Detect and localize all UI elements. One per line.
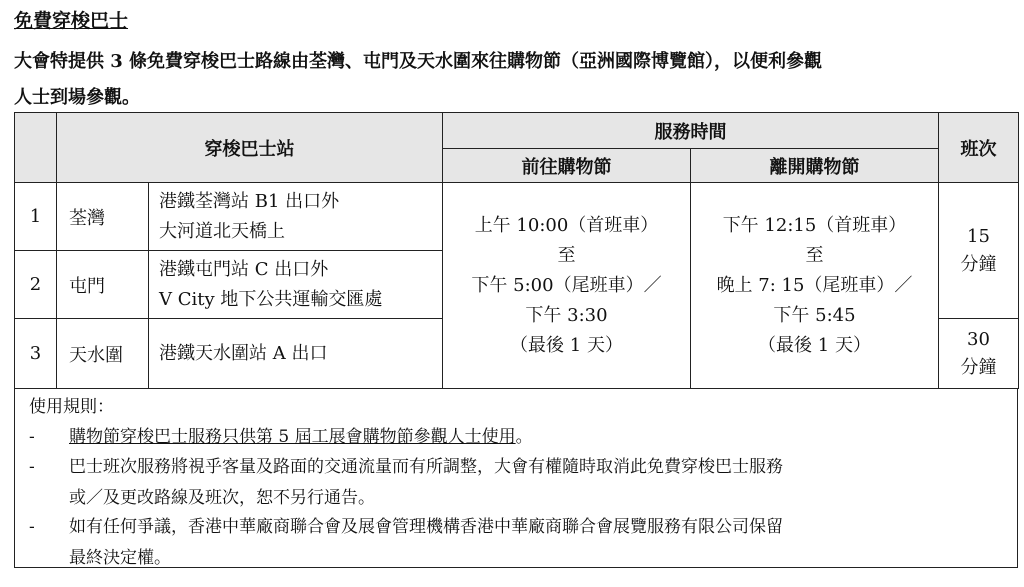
intro-line-2: 人士到場參觀。: [14, 87, 140, 108]
time-line: （最後 1 天）: [510, 334, 623, 356]
row-number: 3: [15, 319, 57, 389]
time-line: 至: [805, 244, 824, 266]
district-name: 荃灣: [57, 183, 149, 251]
frequency-value: 15: [967, 225, 990, 247]
intro-line-1: 大會特提供 3 條免費穿梭巴士路線由荃灣、屯門及天水圍來往購物節（亞洲國際博覽館），以便利參觀: [14, 51, 823, 72]
rule-dash: -: [29, 517, 35, 537]
time-line: 下午 5:45: [773, 304, 856, 326]
rule-text: [69, 422, 1004, 453]
time-line: 下午 12:15（首班車）: [722, 214, 907, 236]
stop-location: [149, 319, 443, 389]
time-line: 下午 3:30: [525, 304, 608, 326]
stop-location: [149, 183, 443, 251]
header-service-time: 服務時間: [443, 113, 939, 149]
stop-line-2: 大河道北天橋上: [159, 220, 285, 242]
row-number: 2: [15, 251, 57, 319]
row-number: 1: [15, 183, 57, 251]
stop-line-1: 港鐵荃灣站 B1 出口外: [159, 190, 340, 212]
leave-fair-times: [691, 183, 939, 389]
time-line: 晚上 7: 15（尾班車）／: [716, 274, 913, 296]
stop-line-1: 港鐵天水圍站 A 出口: [159, 342, 328, 364]
district-name: 屯門: [57, 251, 149, 319]
frequency-value: 30: [967, 328, 990, 350]
time-line: 至: [557, 244, 576, 266]
stop-line-1: 港鐵屯門站 C 出口外: [159, 258, 329, 280]
to-fair-times: [443, 183, 691, 389]
usage-rules-box: [14, 388, 1018, 568]
rule-item: [29, 452, 1004, 514]
frequency-15: [939, 183, 1019, 319]
rule-dash: -: [29, 457, 35, 477]
header-leave-fair: 離開購物節: [691, 149, 939, 183]
shuttle-bus-table: [14, 112, 1019, 389]
header-to-fair: 前往購物節: [443, 149, 691, 183]
stop-location: [149, 251, 443, 319]
page-title: 免費穿梭巴士: [14, 10, 129, 32]
rule-item: [29, 512, 1004, 574]
time-line: （最後 1 天）: [758, 334, 871, 356]
time-line: 下午 5:00（尾班車）／: [471, 274, 662, 296]
rule-text-line-2: 最終決定權。: [69, 548, 171, 568]
header-stop: 穿梭巴士站: [57, 113, 443, 183]
frequency-unit: 分鐘: [960, 356, 997, 378]
intro-paragraph: [14, 44, 1024, 116]
time-line: 上午 10:00（首班車）: [474, 214, 659, 236]
header-index-cell: [15, 113, 57, 183]
frequency-unit: 分鐘: [960, 253, 997, 275]
rule-item: [29, 422, 1004, 453]
rule-text-line-1: 如有任何爭議，香港中華廠商聯合會及展會管理機構香港中華廠商聯合會展覽服務有限公司保留: [69, 517, 783, 537]
rule-text-line-1: 巴士班次服務將視乎客量及路面的交通流量而有所調整，大會有權隨時取消此免費穿梭巴士服務: [69, 457, 783, 477]
frequency-30: [939, 319, 1019, 389]
rule-dash: -: [29, 427, 35, 447]
table-row: [15, 183, 1019, 251]
rule-text-line-2: 或／及更改路線及班次，恕不另行通告。: [69, 488, 375, 508]
stop-line-2: V City 地下公共運輸交匯處: [159, 288, 383, 310]
header-frequency: 班次: [939, 113, 1019, 183]
rule-text-end: 。: [515, 427, 533, 447]
rules-heading: 使用規則：: [29, 397, 114, 417]
district-name: 天水圍: [57, 319, 149, 389]
rule-text-underlined: 購物節穿梭巴士服務只供第 5 屆工展會購物節參觀人士使用: [69, 427, 516, 447]
